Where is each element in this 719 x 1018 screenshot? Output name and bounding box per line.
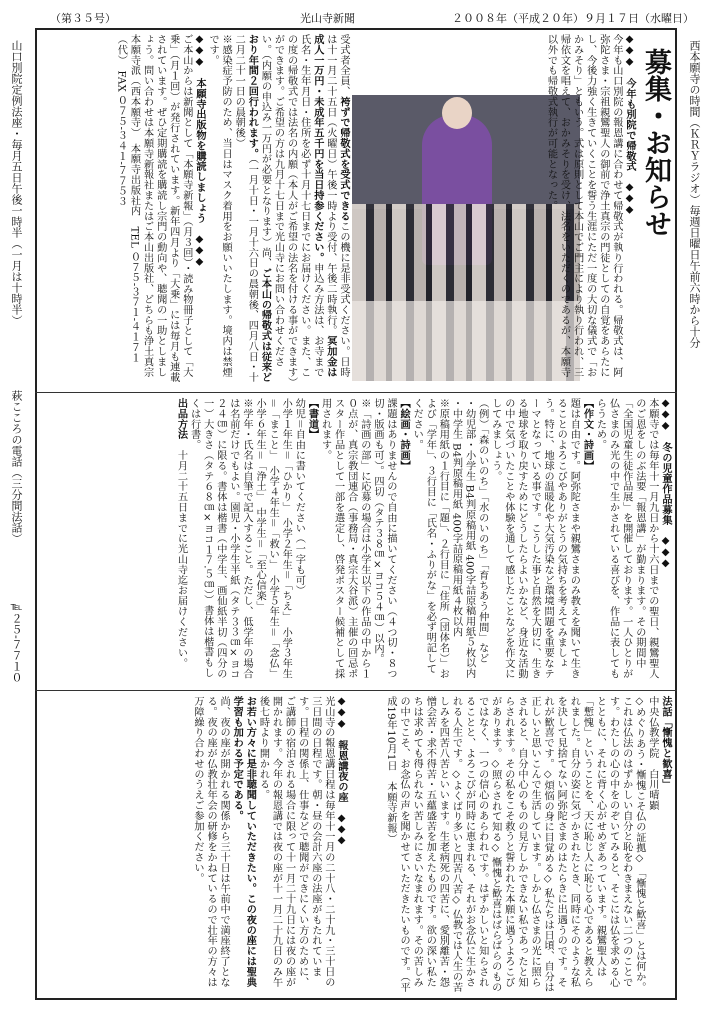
evening-body: 光山寺の報恩講日程は毎年十一月の二十八・二十九・三十日の三日間の日程です。朝・昼の会計六座の法座がもたれています。日程の関係上、仕事などで聴聞ができにくい方のために、ご講師の宿泊される場合に限って十一月二十九日には夜の座が開かれます。今年の報恩講では夜の座が十一月二十九日のみ午後七時より開かれる。 [257, 696, 334, 988]
art-theme-title: 【作文・詩画】 [581, 398, 593, 471]
publications-headline: ◆◆◆ 本願寺出版物を購読しましょう ◆◆◆ [193, 34, 205, 268]
talk-title: 法話「慚愧と歓喜」 [660, 696, 671, 790]
art-rules-1: ・幼児部・小学生 B4判原稿用紙 400字詰原稿用紙５枚以内 [463, 398, 475, 679]
sidebar-left-tel: ℡２５‐７７１０ [10, 600, 23, 683]
issue-date: ２００８年（平成２０年）９月１７日（水曜日） [452, 12, 694, 25]
sidebar-left-phone: 萩こころの電話（三分間法話） [10, 390, 23, 544]
sidebar-right: 西本願寺の時間（ＫＲＹラジオ）毎週日曜日午前六時から十分 [688, 40, 701, 348]
issue-number: （第３５号） [50, 12, 116, 25]
calligraphy-title: 【書道】 [306, 398, 318, 440]
divider-lower [35, 690, 677, 691]
lead-columns [40, 34, 350, 386]
lead-headline: ◆◆◆ 今年も別院で帰敬式 ◆◆◆ [624, 34, 635, 216]
calligraphy-body: 幼児＝自由に書いてください（一字も可） [293, 398, 305, 596]
evening-body-2: お若い方々に是非聴聞していただきたい。この夜の座には聖典学習も加わる予定である。 [231, 696, 256, 988]
art-headline: ◆◆◆ 冬の児童作品募集 ◆◆◆ [660, 398, 671, 570]
art-rules-2: ・中学生 B4判原稿用紙 400字詰原稿用紙４枚以内 [450, 398, 462, 637]
calligraphy-note: ※学年・氏名は自筆で記入すること。ただし、低学年の場合は名前だけでもよい。園児・小学生半紙（タテ３３㎝×ヨコ２４㎝）に限る。書体は楷書（中学生、画仙紙半切（四分の一）大きさ（タテ６８㎝×ヨコ１７.５㎝））書体は楷書もしくは行書。 [188, 398, 252, 680]
draw-title: 【絵画・詩画】 [398, 398, 410, 471]
art-body-2: 題は自由です。阿弥陀さまや親鸞さまのみ教えを聞いて生きることのよろこびやありがとうの気持ちを考えてみましょう。特に、地球の温暖化や大気汚染など環境問題を重要なテーマとなっている事です。こうした事と自然を大切に、生きる地球を取り戻すためにどうしたらよいかなど、身近な活動の中で気づいたことや体験を通して感じたことなどを作文にしてみましょう。 [489, 398, 580, 679]
divider-upper [35, 392, 677, 393]
talk-author: 中央仏教学院 白川晴顕 [646, 696, 658, 811]
deadline: 出品方法 十月二十五日までに光山寺迄お届けください。 [175, 398, 187, 669]
lead-body-1: 今年も山口別院の報恩講に合わせて帰敬式が執り行われる。帰敬式は、阿弥陀さま・宗祖親鸞聖人の御前で浄土真宗の門徒としての自覚をあらたにし、今後力強く生きていくことを誓う生涯にただ一度の大切な儀式で「おかみそり」ともいう。式は原則として本山でご門主により執り行われ、三帰依文を唱えて、おかみそりを受け、法名をいただくのであるが、本願寺以外でも帰敬式執行が可能となった。 [545, 34, 622, 378]
art-contest [40, 398, 672, 684]
page-header [0, 6, 719, 26]
lead-body-2: 受式者全員、袴ずで帰敬式を受式できるこの機に是非受式ください。日時は十一月二十五日（火曜日）午後一時より受付、午後二時執行。冥加金は成人一万円・未成年五千円を当日持参ください。申込み方法は、お寺まで氏名・生年月日・住所を必ず十月十七日までにお届けください。また、この度の帰敬式では法名の内願（本人がご希望の法名を付ける事ができます）ができます。ご希望の方は九月十七日まで光山寺にお問い合わせください。（内願の申込み一万円が必要となります）尚、ご本山の帰敬式は従来どおり年間２回行われます。（一月十日・一月十六日の晨朝後、四月八日・十二月二十一日の晨朝後） [233, 34, 349, 383]
evening-headline: ◆◆◆ 報恩講夜の座 ◆◆◆ [336, 696, 347, 847]
dharma-talk [352, 696, 672, 994]
lead-note: ※感染症予防のため、当日はマスク着用をお願いいたします。境内は禁煙です。 [207, 34, 232, 378]
draw-note: ※「詩画の部」に応募の場合は小学生以下の作品の中から１０点が、真宗教団連合（事務局・真宗大谷派）主催の回忌ポスター作品として一部を選定し、啓発ポスター候補として採用されます。 [319, 398, 370, 679]
lead-intro [545, 34, 636, 386]
art-example: （例）「森のいのち」「水のいのち」「育ちあう仲間」など [476, 398, 488, 664]
sidebar-left: 山口別院定例法座・毎月五日午後一時半（一月は十時半） [10, 40, 23, 326]
talk-body: ◇めぐりあう・慚愧こそ仏の証拠◇ 「慚愧と歓喜」とは何か。これは仏法のはずかしい自分と恥をわきまえない二つのことです。わたしの心の中をのぞいてみると、そこには仏を求める心とともに、それに背く心がせめぎあっています。親鸞聖人は「慙愧」ということを、天に恥じ人に恥じる心であると教えられました。自分の姿に気づかされたとき、同時にそのような私を決して見捨てない阿弥陀さまのはたらきに出遇うのです。それが歓喜です。◇煩悩の身に目覚める◇ 私たちは日頃、自分は正しいと思いこんで生活しています。しかし仏さまの光に照らされると、自分中心のものの見方しかできない私であったと知らされます。その私をこそ救うと誓われた本願に遇うよろこびがあります。◇照らされて知る◇ 慚愧と歓喜はばらばらのものではなく、一つの信心のあらわれです。はずかしいと知らされることと、よろこびが同時に恵まれる、それがお念仏に生かされる人生です。◇よくばり多いと四苦八苦◇ 仏教では人生の苦しみを四苦八苦といいます。生老病死の四苦に、愛別離苦・怨憎会苦・求不得苦・五蘊盛苦を加えたものです。欲の深い私たちは求めても得られない苦しみにさいなまれます。その苦しみの中でこそ、お念仏の声を聞かせていただきたいものです。（平成19年10月1日 本願寺新報） [385, 696, 645, 993]
calligraphy-grades: 小学１年生＝「ひかり」 小学２年生＝「ちえ」 小学３年生＝「まこと」 小学４年生＝「救い」 小学５年生＝「念仏」 小学６年生＝「浄土」 中学生＝「至心信楽」 [254, 398, 292, 685]
evening-session [40, 696, 348, 994]
publications-body: ご本山からは新聞として「本願寺新報」（月３回）・読み物冊子として「大乗」（月１回）が発行されています。新年四月より「大乗」には毎月も連載されています。ぜひ定期購読を購読し宗門の動向や、聴聞の一助としましょう。問い合わせは本願寺新報社またはご本山出版社、どちらも浄土真宗本願寺派（西本願寺） 本願寺出版社内 TEL ０７５‐３７１‐４１７１（代） FAX ０７５‐３４１‐７７５３ [115, 34, 192, 383]
paper-name: 光山寺新聞 [300, 12, 355, 25]
art-body-1: 本願寺では毎年十一月九日から十六日までの聖日、親鸞聖人のご恩をしのぶ法要「報恩講」が勤まります。その期間中「全国児童生徒作品展」を開催しております。一人ひとりが仏さまのみ光の中で生かされている喜びを、作品に表してもらうため。 [594, 398, 658, 679]
lead-title: 募集・お知らせ [640, 48, 671, 237]
evening-body-3: 尚、夜の座が開かれる関係から三十日は午前中で満座終了となる。夜の座が仏教壮年会の研修をかねているので壮年の方々は万障繰り合わせのうえご参加ください。 [191, 696, 230, 988]
art-rules-3: ※原稿用紙の１行目に「題」、２行目に「住所（団体名）」および「学年」、３行目に「氏名・ふりがな」を必ず明記してください。 [411, 398, 449, 679]
draw-body: 課題はありませんので自由に描いてください（４つ切・８つ切・版画も可）。四切（タテ３８㎝×ヨコ５４㎝）以内。 [371, 398, 397, 679]
